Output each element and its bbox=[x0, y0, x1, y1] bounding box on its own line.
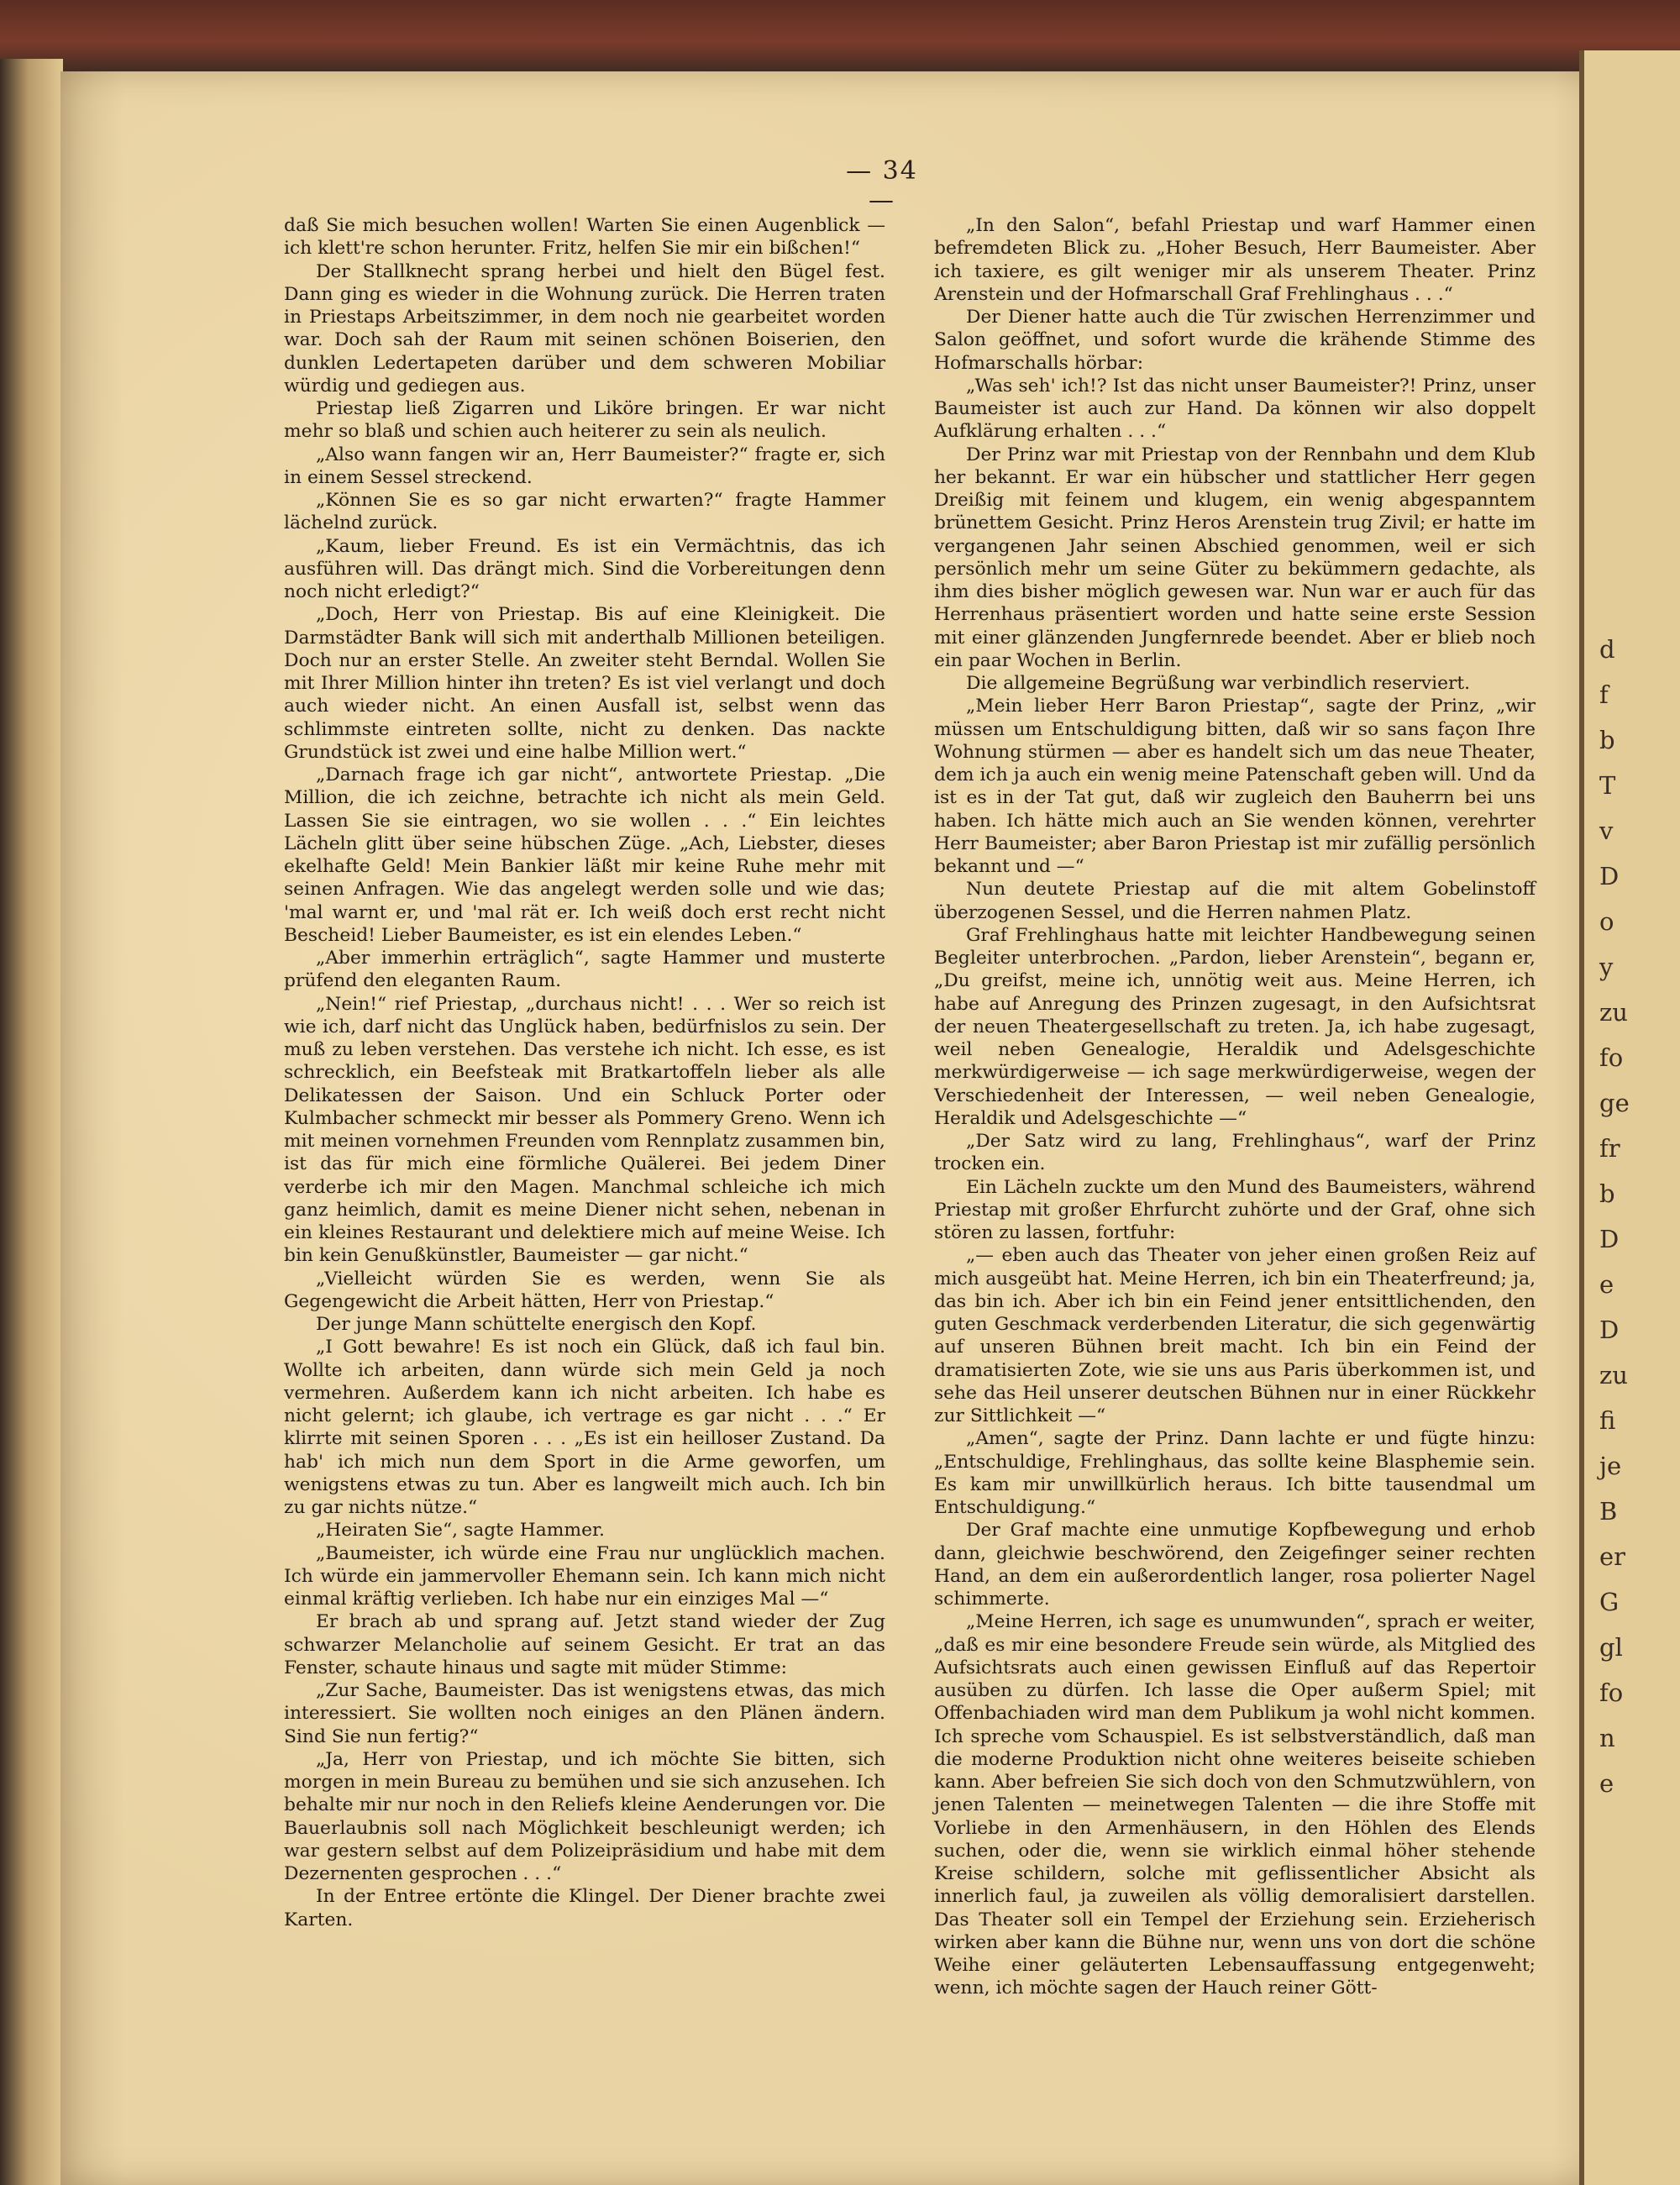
facing-page-text-fragment: b bbox=[1599, 1179, 1615, 1208]
facing-page-text-fragment: zu bbox=[1599, 998, 1628, 1027]
facing-page-text-fragment: e bbox=[1599, 1769, 1614, 1798]
facing-page-text-fragment: o bbox=[1599, 907, 1614, 936]
facing-page-text-fragment: d bbox=[1599, 635, 1615, 664]
facing-page-text-fragment: B bbox=[1599, 1497, 1618, 1526]
paragraph: „I Gott bewahre! Es ist noch ein Glück, daß ich faul bin. Wollte ich arbeiten, dann würde sich mein Geld ja noch vermehren. Außerdem kann ich nicht arbeiten. Ich habe es nicht gelernt; ich glaube, ich vertrage es gar nicht . . .“ Er klirrte mit seinen Sporen . . . „Es ist ein heilloser Zustand. Da hab' ich mich nun dem Sport in die Arme geworfen, um wenigstens etwas zu tun. Aber es langweilt mich auch. Ich bin zu gar nichts nütze.“ bbox=[284, 1337, 885, 1518]
paragraph: Der junge Mann schüttelte energisch den Kopf. bbox=[316, 1314, 757, 1335]
paragraph: „Zur Sache, Baumeister. Das ist wenigstens etwas, das mich interessiert. Sie wollten noch einiges an den Plänen ändern. Sind Sie nun fertig?“ bbox=[284, 1680, 885, 1747]
paragraph: „— eben auch das Theater von jeher einen großen Reiz auf mich ausgeübt hat. Meine Herren, ich bin ein Theaterfreund; ja, das bin ich. Aber ich bin ein Feind jener entsittlichenden, den guten Geschmack verderbenden Literatur, die sich gegenwärtig auf unseren Bühnen breit macht. Ich bin ein Feind der dramatisierten Zote, wie sie uns aus Paris überkommen ist, und sehe das Heil unserer deutschen Bühnen nur in einer Rückkehr zur Sittlichkeit —“ bbox=[934, 1245, 1536, 1426]
facing-page-text-fragment: D bbox=[1599, 1225, 1620, 1253]
facing-page-text-fragment: zu bbox=[1599, 1361, 1628, 1389]
facing-page-text-fragment: D bbox=[1599, 862, 1620, 890]
paragraph: „Kaum, lieber Freund. Es ist ein Vermächtnis, das ich ausführen will. Das drängt mich. Sind die Vorbereitungen denn noch nicht erledigt?“ bbox=[284, 535, 885, 602]
paragraph: „Heiraten Sie“, sagte Hammer. bbox=[316, 1520, 605, 1542]
paragraph: „Also wann fangen wir an, Herr Baumeister?“ fragte er, sich in einem Sessel streckend. bbox=[284, 444, 885, 488]
paragraph: „Doch, Herr von Priestap. Bis auf eine Kleinigkeit. Die Darmstädter Bank will sich mit anderthalb Millionen beteiligen. Doch nur an erster Stelle. An zweiter steht Berndal. Wollen Sie mit Ihrer Million hinter ihn treten? Es ist viel verlangt und doch auch wieder nicht. An einen Ausfall ist, selbst wenn das schlimmste eintreten sollte, nicht zu denken. Das nackte Grundstück ist zwei und eine halbe Million wert.“ bbox=[284, 604, 885, 763]
facing-page-text-fragment: D bbox=[1599, 1316, 1620, 1344]
paragraph: In der Entree ertönte die Klingel. Der Diener brachte zwei Karten. bbox=[284, 1886, 885, 1930]
paragraph: „Ja, Herr von Priestap, und ich möchte Sie bitten, sich morgen in mein Bureau zu bemühen und sie sich anzusehen. Ich behalte mir nur noch in den Reliefs kleine Aenderungen vor. Die Bauerlaubnis soll nach Möglichkeit beschleunigt werden; ich war gestern selbst auf dem Polizeipräsidium und habe mit dem Dezernenten gesprochen . . .“ bbox=[284, 1748, 885, 1884]
facing-page-text-fragment: fo bbox=[1599, 1043, 1624, 1072]
left-column bbox=[284, 214, 885, 1931]
facing-page-text-fragment: v bbox=[1599, 817, 1614, 845]
paragraph: Priestap ließ Zigarren und Liköre bringen. Er war nicht mehr so blaß und schien auch heiterer zu sein als neulich. bbox=[284, 398, 885, 443]
paragraph: „Was seh' ich!? Ist das nicht unser Baumeister?! Prinz, unser Baumeister ist auch zur Hand. Da können wir also doppelt Aufklärung erhalten . . .“ bbox=[934, 375, 1536, 443]
book-page-stack bbox=[0, 59, 63, 2185]
paragraph: „Aber immerhin erträglich“, sagte Hammer und musterte prüfend den eleganten Raum. bbox=[284, 948, 885, 992]
facing-page-text-fragment: e bbox=[1599, 1270, 1614, 1299]
paragraph: Der Stallknecht sprang herbei und hielt den Bügel fest. Dann ging es wieder in die Wohnung zurück. Die Herren traten in Priestaps Arbeitszimmer, in dem noch nie gearbeitet worden war. Doch sah der Raum mit seinen schönen Boiserien, den dunklen Ledertapeten darüber und dem schweren Mobiliar würdig und gediegen aus. bbox=[284, 260, 885, 397]
paragraph: „Amen“, sagte der Prinz. Dann lachte er und fügte hinzu: „Entschuldige, Frehlinghaus, das sollte keine Blasphemie sein. Es kam mir unwillkürlich heraus. Ich bitte tausendmal um Entschuldigung.“ bbox=[934, 1428, 1536, 1518]
paragraph: Der Graf machte eine unmutige Kopfbewegung und erhob dann, gleichwie beschwörend, den Zeigefinger seiner rechten Hand, an dem ein außerordentlich langer, rosa polierter Nagel schimmerte. bbox=[934, 1520, 1536, 1610]
facing-page-text-fragment: T bbox=[1599, 771, 1616, 800]
paragraph: „Darnach frage ich gar nicht“, antwortete Priestap. „Die Million, die ich zeichne, betrachte ich nicht als mein Geld. Lassen Sie sie eintragen, wo sie wollen . . .“ Ein leichtes Lächeln glitt über seine hübschen Züge. „Ach, Liebster, dieses ekelhafte Geld! Mein Bankier läßt mir keine Ruhe mehr mit seinen Anfragen. Wie das angelegt werden solle und wie das; 'mal warnt er, und 'mal rät er. Ich weiß doch erst recht nicht Bescheid! Lieber Baumeister, es ist ein elendes Leben.“ bbox=[284, 764, 885, 946]
facing-page-edge bbox=[1579, 50, 1680, 2185]
paragraph: „In den Salon“, befahl Priestap und warf Hammer einen befremdeten Blick zu. „Hoher Besuch, Herr Baumeister. Aber ich taxiere, es gilt weniger mir als unserem Theater. Prinz Arenstein und der Hofmarschall Graf Frehlinghaus . . .“ bbox=[934, 215, 1536, 305]
paragraph: „Mein lieber Herr Baron Priestap“, sagte der Prinz, „wir müssen um Entschuldigung bitten, daß wir so sans façon Ihre Wohnung stürmen — aber es handelt sich um das neue Theater, dem ich ja auch ein wenig meine Patenschaft geben will. Und da ist es in der Tat gut, daß wir zugleich den Bauherrn bei uns haben. Ich hätte mich auch an Sie wenden können, verehrter Herr Baumeister; aber Baron Priestap ist mir zufällig persönlich bekannt und —“ bbox=[934, 696, 1536, 877]
right-column bbox=[934, 214, 1536, 2000]
paragraph: „Vielleicht würden Sie es werden, wenn Sie als Gegengewicht die Arbeit hätten, Herr von Priestap.“ bbox=[284, 1268, 885, 1312]
paragraph: Graf Frehlinghaus hatte mit leichter Handbewegung seinen Begleiter unterbrochen. „Pardon, lieber Arenstein“, begann er, „Du greifst, meine ich, unnötig weit aus. Meine Herren, ich habe auf Anregung des Prinzen zugesagt, in den Aufsichtsrat der neuen Theatergesellschaft zu treten. Ja, ich habe zugesagt, weil neben Genealogie, Heraldik und Adelsgeschichte merkwürdigerweise — ich sage merkwürdigerweise, wegen der Verschiedenheit der Interessen, — weil neben Genealogie, Heraldik und Adelsgeschichte —“ bbox=[934, 924, 1536, 1129]
paragraph: daß Sie mich besuchen wollen! Warten Sie einen Augenblick — ich klett're schon herunter. Fritz, helfen Sie mir ein bißchen!“ bbox=[284, 215, 885, 260]
page-number: — 34 — bbox=[846, 156, 918, 215]
paragraph: „Der Satz wird zu lang, Frehlinghaus“, warf der Prinz trocken ein. bbox=[934, 1131, 1536, 1175]
facing-page-text-fragment: n bbox=[1599, 1724, 1615, 1752]
facing-page-text-fragment: ge bbox=[1599, 1089, 1630, 1117]
facing-page-text-fragment: f bbox=[1599, 680, 1609, 709]
paragraph: Er brach ab und sprang auf. Jetzt stand wieder der Zug schwarzer Melancholie auf seinem Gesicht. Er trat an das Fenster, schaute hinaus und sagte mit müder Stimme: bbox=[284, 1611, 885, 1678]
paragraph: Nun deutete Priestap auf die mit altem Gobelinstoff überzogenen Sessel, und die Herren nahmen Platz. bbox=[934, 879, 1536, 923]
paragraph: „Meine Herren, ich sage es unumwunden“, sprach er weiter, „daß es mir eine besondere Freude sein würde, als Mitglied des Aufsichtsrats auch einen gewissen Einfluß auf das Repertoir ausüben zu dürfen. Ich lasse die Oper außerm Spiel; mit Offenbachiaden wird man dem Publikum ja wohl nicht kommen. Ich spreche vom Schauspiel. Es ist selbstverständlich, daß man die moderne Produktion nicht ohne weiteres beiseite schieben kann. Aber befreien Sie sich doch von den Schmutzwühlern, von jenen Talenten — meinetwegen Talenten — die ihre Stoffe mit Vorliebe in den Armenhäusern, in den Höhlen des Elends suchen, oder die, wenn sie wirklich einmal höher stehende Kreise schildern, solche mit geflissentlicher Absicht als innerlich faul, ja zuweilen als völlig demoralisiert darstellen. Das Theater soll ein Tempel der Erziehung sein. Erzieherisch wirken aber kann die Bühne nur, wenn uns von dort die schöne Weihe einer geläuterten Lebensauffassung entgegenweht; wenn, ich möchte sagen der Hauch reiner Gött- bbox=[934, 1611, 1536, 1999]
facing-page-text-fragment: fr bbox=[1599, 1134, 1620, 1163]
facing-page-text-fragment: gl bbox=[1599, 1633, 1623, 1662]
paragraph: „Baumeister, ich würde eine Frau nur unglücklich machen. Ich würde ein jammervoller Ehemann sein. Ich kann mich nicht einmal kräftig verlieben. Ich habe nur ein einziges Mal —“ bbox=[284, 1542, 885, 1610]
facing-page-text-fragment: fi bbox=[1599, 1406, 1616, 1435]
facing-page-text-fragment: je bbox=[1599, 1452, 1622, 1480]
facing-page-text-fragment: y bbox=[1599, 953, 1614, 981]
book-cover-edge bbox=[0, 0, 1680, 76]
paragraph: „Nein!“ rief Priestap, „durchaus nicht! . . . Wer so reich ist wie ich, darf nicht das Unglück haben, bedürfnislos zu sein. Der muß zu leben verstehen. Das verstehe ich nicht. Ich esse, es ist schrecklich, ein Beefsteak mit Bratkartoffeln lieber als alle Delikatessen der Saison. Und ein Schluck Porter oder Kulmbacher schmeckt mir besser als Pommery Greno. Wenn ich mit meinen vornehmen Freunden vom Rennplatz zusammen bin, ist das für mich eine förmliche Quälerei. Bei jedem Diner verderbe ich mir den Magen. Manchmal schleiche ich mich ganz heimlich, damit es meine Diener nicht sehen, nebenan in ein kleines Restaurant und delektiere mich auf meine Weise. Ich bin kein Genußkünstler, Baumeister — gar nicht.“ bbox=[284, 993, 885, 1267]
facing-page-text-fragment: G bbox=[1599, 1588, 1620, 1616]
facing-page-text-fragment: fo bbox=[1599, 1678, 1624, 1707]
facing-page-text-fragment: b bbox=[1599, 726, 1615, 754]
paragraph: Der Prinz war mit Priestap von der Rennbahn und dem Klub her bekannt. Er war ein hübscher und stattlicher Herr gegen Dreißig mit feinem und klugem, ein wenig abgespanntem brünettem Gesicht. Prinz Heros Arenstein trug Zivil; er hatte im vergangenen Jahr seinen Abschied genommen, weil er sich persönlich mehr um seine Güter zu bekümmern gedachte, als ihm dies bisher möglich gewesen war. Nun war er auch für das Herrenhaus präsentiert worden und hatte seine erste Session mit einer glänzenden Jungfernrede beendet. Aber er blieb noch ein paar Wochen in Berlin. bbox=[934, 444, 1536, 671]
paragraph: Die allgemeine Begrüßung war verbindlich reserviert. bbox=[966, 673, 1471, 694]
paragraph: Ein Lächeln zuckte um den Mund des Baumeisters, während Priestap mit großer Ehrfurcht zuhörte und der Graf, ohne sich stören zu lassen, fortfuhr: bbox=[934, 1176, 1536, 1243]
paragraph: Der Diener hatte auch die Tür zwischen Herrenzimmer und Salon geöffnet, und sofort wurde die krähende Stimme des Hofmarschalls hörbar: bbox=[934, 307, 1536, 374]
facing-page-text-fragment: er bbox=[1599, 1542, 1626, 1571]
paragraph: „Können Sie es so gar nicht erwarten?“ fragte Hammer lächelnd zurück. bbox=[284, 490, 885, 534]
